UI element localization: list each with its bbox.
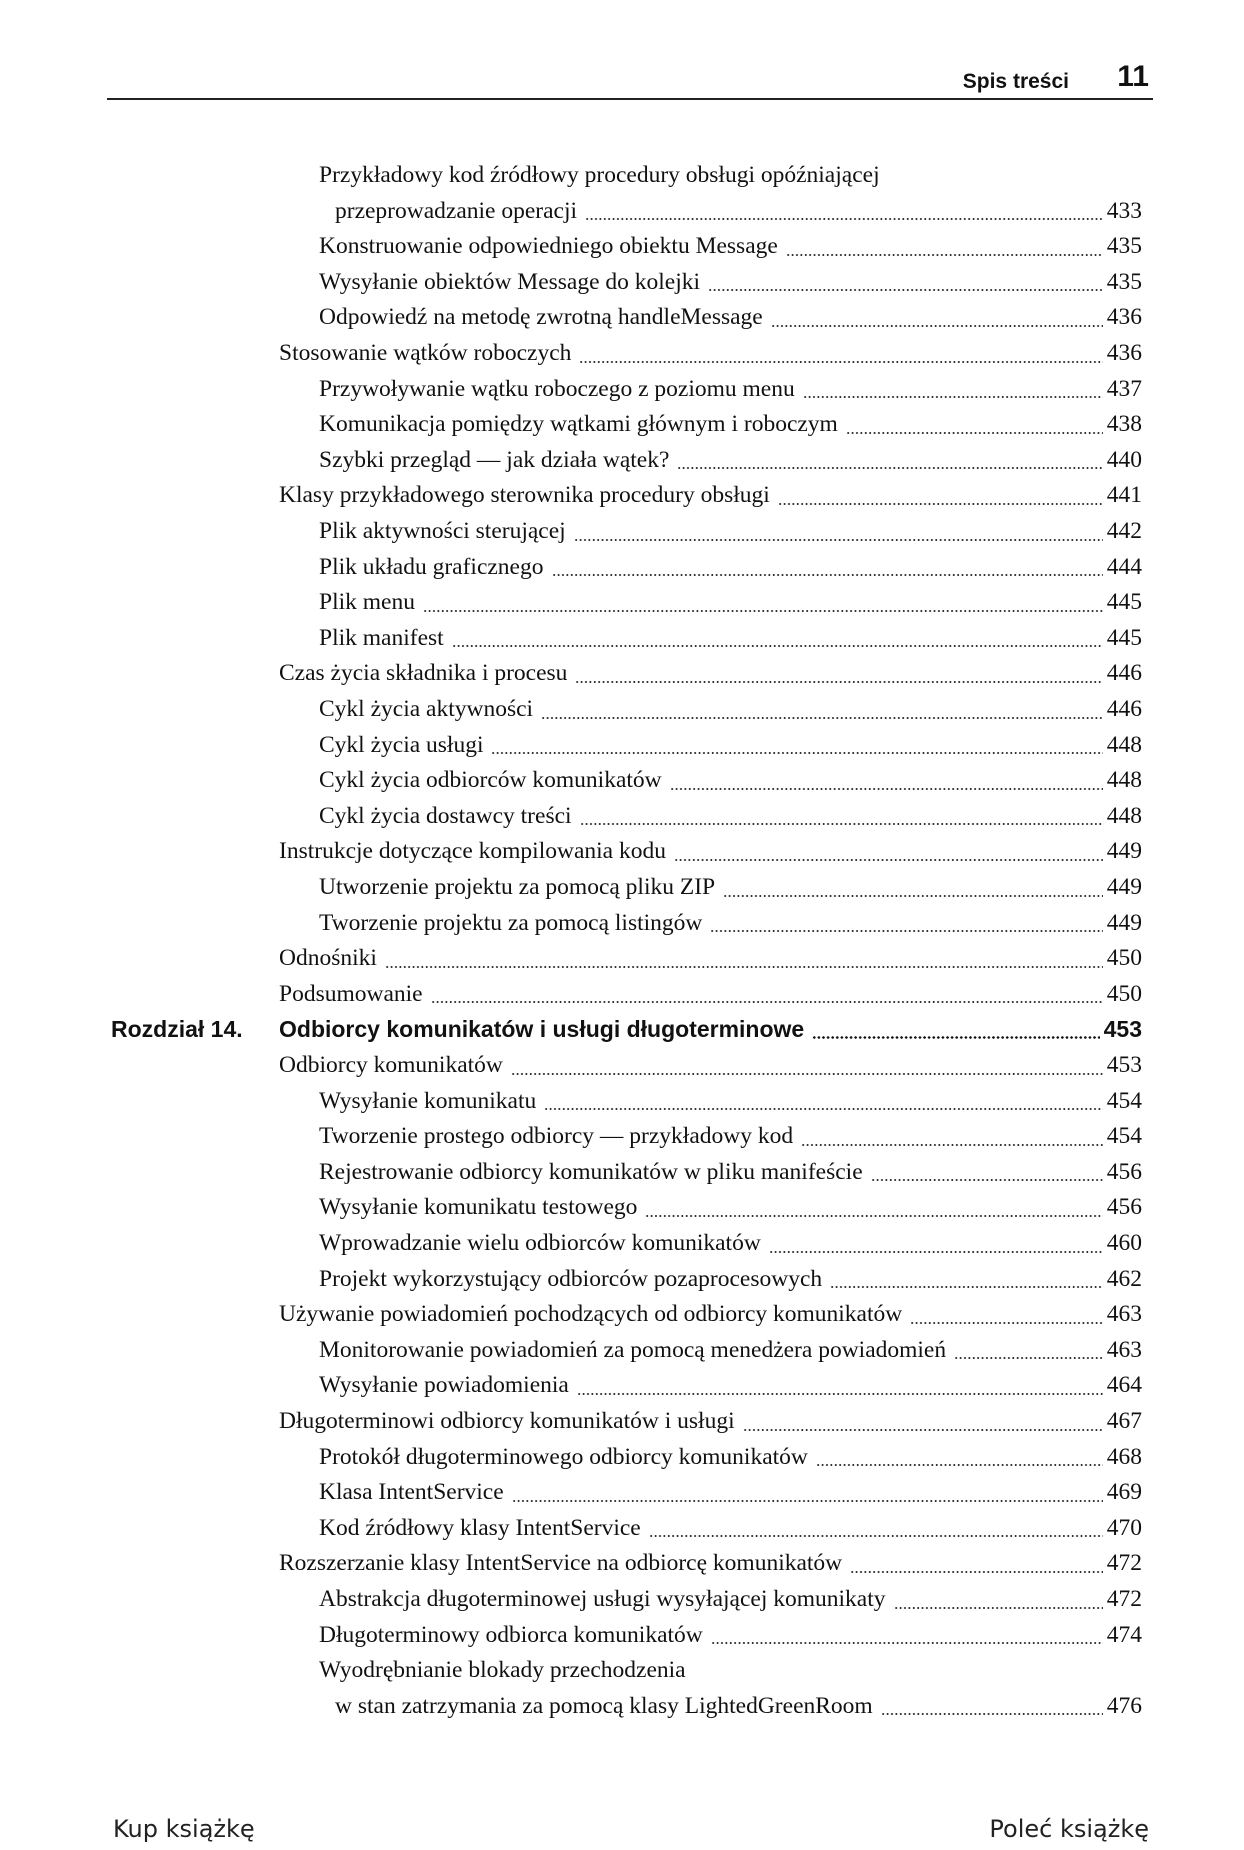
toc-entry-title: Tworzenie prostego odbiorcy — przykładowy kod [319, 1123, 794, 1150]
toc-page-number: 448 [1106, 802, 1142, 829]
toc-page-number: 436 [1106, 340, 1142, 366]
toc-entry-title: Plik manifest [319, 624, 444, 651]
dot-leader [552, 574, 1103, 576]
toc-row [0, 834, 1244, 869]
dot-leader [431, 1001, 1103, 1003]
dot-leader [871, 1179, 1103, 1181]
toc-page-number: 464 [1106, 1372, 1142, 1399]
toc-entry-title: Wysyłanie obiektów Message do kolejki [319, 268, 701, 295]
dot-leader [954, 1357, 1103, 1359]
toc-row [0, 300, 1244, 335]
toc-page-number: 467 [1106, 1408, 1142, 1434]
toc-page-number: 438 [1106, 411, 1142, 438]
toc-entry[interactable] [279, 1012, 1142, 1047]
toc-page-number: 456 [1106, 1158, 1142, 1185]
toc-row [0, 1333, 1244, 1368]
toc-entry-title: Cykl życia dostawcy treści [319, 802, 572, 829]
dot-leader [385, 966, 1103, 968]
dot-leader [812, 1036, 1099, 1039]
toc-row [0, 692, 1244, 727]
toc-page-number: 453 [1103, 1016, 1142, 1043]
dot-leader [677, 467, 1102, 469]
toc-entry[interactable] [319, 1368, 1142, 1403]
toc-entry-title: Plik menu [319, 589, 415, 616]
running-header [107, 58, 1153, 100]
toc-row [0, 550, 1244, 585]
toc-row [0, 336, 1244, 371]
toc-entry[interactable] [279, 834, 1142, 869]
toc-row [0, 906, 1244, 941]
toc-entry-title: Odbiorcy komunikatów i usługi długoterminowe [279, 1016, 805, 1043]
toc-entry[interactable] [319, 1084, 1142, 1119]
toc-entry-title: Stosowanie wątków roboczych [279, 340, 572, 366]
toc-entry-title: Odbiorcy komunikatów [279, 1052, 503, 1078]
toc-row [0, 265, 1244, 300]
toc-entry-title: Kod źródłowy klasy IntentService [319, 1514, 641, 1541]
toc-page-number: 454 [1106, 1123, 1142, 1150]
toc-row [0, 799, 1244, 834]
toc-row [0, 870, 1244, 905]
toc-entry[interactable] [319, 1582, 1142, 1617]
toc-page-number: 449 [1106, 874, 1142, 900]
toc-entry-title: Podsumowanie [279, 980, 423, 1007]
toc-entry[interactable] [319, 514, 1142, 549]
dot-leader [771, 325, 1103, 327]
dot-leader [830, 1286, 1103, 1288]
dot-leader [645, 1215, 1102, 1217]
toc-page-number: 436 [1106, 304, 1142, 331]
toc-entry-title: Wprowadzanie wielu odbiorców komunikatów [319, 1230, 761, 1256]
toc-entry-title: Używanie powiadomień pochodzących od odbiorcy komunikatów [279, 1301, 903, 1328]
chapter-label: Rozdział 14. [111, 1016, 243, 1043]
buy-book-link[interactable]: Kup książkę [113, 1815, 255, 1843]
dot-leader [544, 1108, 1103, 1110]
toc-entry[interactable] [319, 372, 1142, 407]
toc-row [0, 194, 1244, 229]
dot-leader [743, 1429, 1103, 1431]
toc-entry-title: Wysyłanie komunikatu testowego [319, 1194, 638, 1221]
toc-entry-title: Cykl życia aktywności [319, 696, 534, 722]
toc-entry-title: Odpowiedź na metodę zwrotną handleMessage [319, 304, 763, 331]
toc-page-number: 463 [1106, 1301, 1142, 1328]
toc-entry-title: Protokół długoterminowego odbiorcy komunikatów [319, 1443, 808, 1470]
toc-page-number: 462 [1106, 1265, 1142, 1292]
dot-leader [786, 254, 1103, 256]
toc-entry[interactable] [319, 550, 1142, 585]
header-title: Spis treści [962, 70, 1069, 93]
toc-entry-title: w stan zatrzymania za pomocą klasy LightedGreenRoom [335, 1692, 873, 1719]
toc-page-number: 469 [1106, 1479, 1142, 1506]
dot-leader [894, 1607, 1103, 1609]
toc-row [0, 1119, 1244, 1154]
dot-leader [512, 1500, 1103, 1502]
toc-page-number: 449 [1106, 909, 1142, 936]
toc-entry[interactable] [319, 692, 1142, 727]
dot-leader [846, 432, 1103, 434]
toc-row [0, 941, 1244, 976]
toc-row [0, 1190, 1244, 1225]
toc-entry-title: Komunikacja pomiędzy wątkami głównym i roboczym [319, 411, 838, 438]
toc-entry-title: Instrukcje dotyczące kompilowania kodu [279, 838, 666, 865]
toc-entry-title: Tworzenie projektu za pomocą listingów [319, 909, 703, 936]
toc-row [0, 514, 1244, 549]
dot-leader [803, 396, 1103, 398]
toc-entry[interactable] [319, 906, 1142, 941]
dot-leader [511, 1073, 1103, 1075]
toc-row [0, 1653, 1244, 1688]
toc-entry[interactable] [319, 585, 1142, 620]
toc-row [0, 728, 1244, 763]
toc-page-number: 435 [1106, 268, 1142, 295]
toc-page-number: 476 [1106, 1692, 1142, 1719]
toc-entry[interactable] [319, 1653, 1142, 1688]
toc-row [0, 407, 1244, 442]
toc-page-number: 442 [1106, 518, 1142, 544]
dot-leader [910, 1322, 1103, 1324]
header-page-number: 11 [1117, 60, 1149, 93]
toc-entry[interactable] [319, 870, 1142, 905]
toc-page-number: 454 [1106, 1087, 1142, 1114]
toc-page-number: 448 [1106, 731, 1142, 758]
toc-entry[interactable] [319, 1511, 1142, 1546]
toc-entry[interactable] [319, 1475, 1142, 1510]
toc-page-number: 448 [1106, 767, 1142, 794]
toc-entry[interactable] [279, 1048, 1142, 1083]
toc-entry[interactable] [319, 1333, 1142, 1368]
toc-entry-title: Cykl życia odbiorców komunikatów [319, 767, 662, 794]
dot-leader [649, 1535, 1103, 1537]
toc-page-number: 474 [1106, 1621, 1142, 1648]
dot-leader [723, 895, 1103, 897]
toc-entry[interactable] [319, 1618, 1142, 1653]
toc-entry-title: Abstrakcja długoterminowej usługi wysyłającej komunikaty [319, 1586, 886, 1612]
toc-page-number: 449 [1106, 838, 1142, 865]
toc-page-number: 470 [1106, 1514, 1142, 1541]
toc-entry[interactable] [319, 1190, 1142, 1225]
toc-row [0, 656, 1244, 691]
toc-entry[interactable] [319, 621, 1142, 656]
toc-row [0, 1084, 1244, 1119]
dot-leader [710, 930, 1102, 932]
toc-entry[interactable] [319, 229, 1142, 264]
toc-page-number: 440 [1106, 446, 1142, 473]
toc-page-number: 445 [1106, 589, 1142, 616]
toc-page-number: 468 [1106, 1443, 1142, 1470]
toc-row [0, 1155, 1244, 1190]
toc-row [0, 1440, 1244, 1475]
toc-row [0, 1546, 1244, 1581]
toc-entry-title: Odnośniki [279, 945, 377, 972]
toc-entry-title: Czas życia składnika i procesu [279, 660, 568, 687]
toc-entry[interactable] [319, 158, 1142, 193]
toc-entry-title: Rozszerzanie klasy IntentService na odbiorcę komunikatów [279, 1550, 843, 1577]
dot-leader [575, 681, 1102, 683]
toc-entry[interactable] [279, 478, 1142, 513]
dot-leader [579, 361, 1102, 363]
toc-entry[interactable] [319, 1226, 1142, 1261]
toc-entry-title: Projekt wykorzystujący odbiorców pozaprocesowych [319, 1265, 823, 1292]
toc-entry-title: Monitorowanie powiadomień za pomocą menedżera powiadomień [319, 1336, 947, 1363]
toc-entry[interactable] [335, 194, 1142, 229]
toc-page-number: 446 [1106, 660, 1142, 687]
toc-page-number: 453 [1106, 1052, 1142, 1078]
toc-row [0, 1618, 1244, 1653]
toc-page-number: 450 [1106, 980, 1142, 1007]
toc-page-number: 433 [1106, 197, 1142, 224]
toc-page-number: 472 [1106, 1550, 1142, 1577]
dot-leader [769, 1251, 1103, 1253]
toc-chapter-row [0, 1012, 1244, 1047]
toc-page-number: 445 [1106, 624, 1142, 651]
toc-entry[interactable] [319, 728, 1142, 763]
toc-page-number: 456 [1106, 1194, 1142, 1221]
toc-entry[interactable] [319, 407, 1142, 442]
toc-entry[interactable] [319, 443, 1142, 478]
dot-leader [778, 503, 1103, 505]
toc-entry-title: Wysyłanie komunikatu [319, 1087, 537, 1114]
toc-row [0, 1511, 1244, 1546]
toc-entry[interactable] [319, 300, 1142, 335]
toc-entry[interactable] [319, 1440, 1142, 1475]
dot-leader [577, 1393, 1103, 1395]
toc-entry-title: Wysyłanie powiadomienia [319, 1372, 569, 1399]
dot-leader [850, 1571, 1103, 1573]
toc-row [0, 158, 1244, 193]
toc-entry[interactable] [279, 941, 1142, 976]
toc-entry[interactable] [335, 1689, 1142, 1724]
toc-row [0, 443, 1244, 478]
dot-leader [881, 1713, 1103, 1715]
toc-entry-title: Przywoływanie wątku roboczego z poziomu menu [319, 375, 795, 402]
recommend-book-link[interactable]: Poleć książkę [989, 1815, 1149, 1843]
toc-entry-title: Przykładowy kod źródłowy procedury obsługi opóźniającej [319, 162, 880, 188]
toc-entry-title: Klasy przykładowego sterownika procedury obsługi [279, 482, 770, 509]
toc-entry-title: Konstruowanie odpowiedniego obiektu Message [319, 233, 778, 260]
toc-row [0, 1404, 1244, 1439]
toc-page-number: 463 [1106, 1336, 1142, 1363]
toc-row [0, 621, 1244, 656]
dot-leader [541, 717, 1103, 719]
toc-row [0, 1582, 1244, 1617]
toc-entry[interactable] [319, 1262, 1142, 1297]
toc-entry[interactable] [279, 1404, 1142, 1439]
toc-row [0, 1297, 1244, 1332]
dot-leader [452, 645, 1103, 647]
toc-entry[interactable] [279, 977, 1142, 1012]
toc-entry-title: Plik aktywności sterującej [319, 518, 566, 544]
dot-leader [816, 1464, 1103, 1466]
dot-leader [580, 823, 1103, 825]
toc-entry[interactable] [279, 1297, 1142, 1332]
dot-leader [670, 788, 1103, 790]
toc-entry-title: Rejestrowanie odbiorcy komunikatów w pliku manifeście [319, 1158, 863, 1185]
toc-entry-title: Długoterminowi odbiorcy komunikatów i usługi [279, 1408, 735, 1434]
toc-row [0, 1262, 1244, 1297]
toc-row [0, 977, 1244, 1012]
toc-row [0, 1048, 1244, 1083]
toc-entry[interactable] [319, 763, 1142, 798]
toc-page-number: 460 [1106, 1230, 1142, 1256]
toc-entry-title: Cykl życia usługi [319, 731, 484, 758]
toc-entry[interactable] [319, 1119, 1142, 1154]
toc-row [0, 1226, 1244, 1261]
toc-row [0, 478, 1244, 513]
toc-entry[interactable] [279, 656, 1142, 691]
toc-page-number: 441 [1106, 482, 1142, 509]
toc-row [0, 372, 1244, 407]
toc-row [0, 1368, 1244, 1403]
toc-entry-title: Plik układu graficznego [319, 553, 544, 580]
dot-leader [711, 1642, 1103, 1644]
toc-entry[interactable] [279, 336, 1142, 371]
toc-entry[interactable] [279, 1546, 1142, 1581]
dot-leader [423, 610, 1103, 612]
toc-page-number: 446 [1106, 696, 1142, 722]
toc-row [0, 1475, 1244, 1510]
dot-leader [674, 859, 1103, 861]
dot-leader [574, 539, 1103, 541]
dot-leader [708, 289, 1103, 291]
toc-entry[interactable] [319, 265, 1142, 300]
toc-row [0, 229, 1244, 264]
toc-entry-title: Długoterminowy odbiorca komunikatów [319, 1621, 703, 1648]
toc-row [0, 763, 1244, 798]
toc-row [0, 1689, 1244, 1724]
toc-row [0, 585, 1244, 620]
toc-entry-title: Utworzenie projektu za pomocą pliku ZIP [319, 874, 716, 900]
toc-entry[interactable] [319, 799, 1142, 834]
dot-leader [801, 1144, 1103, 1146]
toc-entry-title: Wyodrębnianie blokady przechodzenia [319, 1657, 686, 1684]
toc-entry-title: Szybki przegląd — jak działa wątek? [319, 446, 670, 473]
toc-page-number: 450 [1106, 945, 1142, 972]
toc-page-number: 472 [1106, 1586, 1142, 1612]
toc-entry-title: Klasa IntentService [319, 1479, 504, 1506]
toc-page-number: 437 [1106, 375, 1142, 402]
toc-page-number: 444 [1106, 553, 1142, 580]
dot-leader [585, 218, 1103, 220]
toc-entry[interactable] [319, 1155, 1142, 1190]
toc-page-number: 435 [1106, 233, 1142, 260]
dot-leader [491, 752, 1102, 754]
toc-entry-title: przeprowadzanie operacji [335, 197, 578, 224]
